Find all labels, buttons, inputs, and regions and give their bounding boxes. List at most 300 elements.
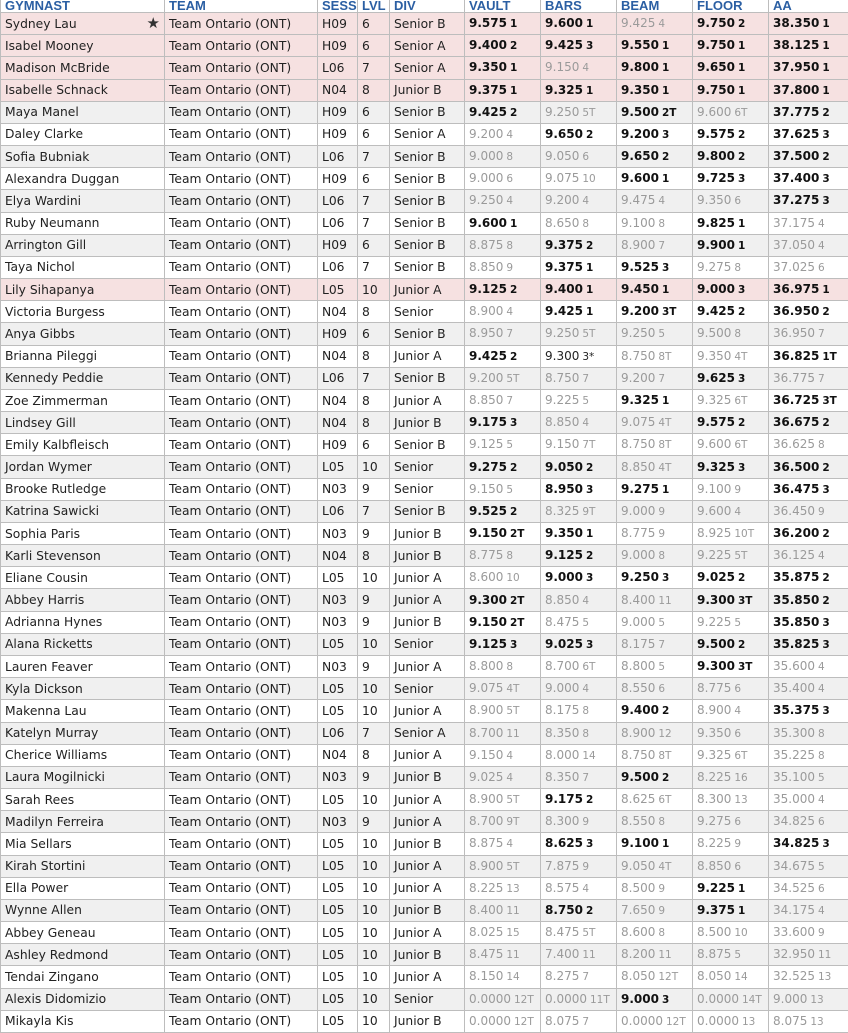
table-row — [1, 234, 848, 256]
gymnast-name-cell — [1, 79, 165, 101]
gymnast-name-link[interactable]: Elya Wardini — [5, 194, 81, 208]
floor-score-cell — [693, 478, 769, 500]
table-row — [1, 412, 848, 434]
rank-value: 13 — [742, 1016, 755, 1028]
division-cell: Senior — [390, 456, 465, 478]
bars-score-cell — [541, 899, 617, 921]
all-around-score-cell — [769, 811, 848, 833]
score-value: 8.850 — [469, 260, 503, 274]
score-value: 9.200 — [469, 371, 503, 385]
gymnast-name-cell — [1, 877, 165, 899]
gymnast-name-link[interactable]: Lily Sihapanya — [5, 283, 94, 297]
score-value: 9.325 — [697, 393, 731, 407]
gymnast-name-link[interactable]: Eliane Cousin — [5, 571, 88, 585]
bars-score-cell — [541, 678, 617, 700]
rank-value: 7 — [582, 1016, 589, 1028]
gymnast-name-link[interactable]: Cherice Williams — [5, 748, 107, 762]
session-cell: L06 — [318, 256, 358, 278]
gymnast-name-link[interactable]: Ella Power — [5, 881, 68, 895]
bars-score-cell — [541, 123, 617, 145]
score-value: 9.200 — [621, 127, 659, 141]
score-value: 9.025 — [697, 570, 735, 584]
gymnast-name-link[interactable]: Jordan Wymer — [5, 460, 92, 474]
col-header-vault[interactable]: VAULT — [465, 0, 541, 13]
score-value: 35.300 — [773, 726, 815, 740]
rank-value: 3 — [822, 484, 829, 496]
rank-value: 4 — [658, 195, 665, 207]
score-value: 9.425 — [545, 38, 583, 52]
rank-value: 3 — [662, 572, 669, 584]
rank-value: 9T — [506, 816, 519, 828]
table-row — [1, 190, 848, 212]
beam-score-cell — [617, 101, 693, 123]
gymnast-name-link[interactable]: Zoe Zimmerman — [5, 394, 108, 408]
bars-score-cell — [541, 478, 617, 500]
team-cell: Team Ontario (ONT) — [165, 789, 318, 811]
table-row — [1, 855, 848, 877]
rank-value: 1 — [822, 18, 829, 30]
beam-score-cell — [617, 855, 693, 877]
team-cell: Team Ontario (ONT) — [165, 146, 318, 168]
score-value: 9.450 — [621, 282, 659, 296]
score-value: 36.500 — [773, 460, 819, 474]
rank-value: 6 — [734, 683, 741, 695]
gymnast-name-link[interactable]: Abbey Geneau — [5, 926, 96, 940]
col-header-gymnast[interactable]: GYMNAST — [1, 0, 165, 13]
rank-value: 4 — [818, 905, 825, 917]
gymnast-name-link[interactable]: Brooke Rutledge — [5, 482, 106, 496]
rank-value: 2 — [662, 151, 669, 163]
gymnast-name-cell — [1, 367, 165, 389]
session-cell: N04 — [318, 744, 358, 766]
bars-score-cell — [541, 434, 617, 456]
all-around-score-cell — [769, 279, 848, 301]
vault-score-cell — [465, 655, 541, 677]
score-value: 9.325 — [545, 83, 583, 97]
team-cell: Team Ontario (ONT) — [165, 323, 318, 345]
session-cell: L06 — [318, 212, 358, 234]
team-cell: Team Ontario (ONT) — [165, 744, 318, 766]
rank-value: 1 — [738, 40, 745, 52]
rank-value: 2 — [586, 905, 593, 917]
session-cell: N04 — [318, 79, 358, 101]
col-header-level[interactable]: LVL — [358, 0, 390, 13]
score-value: 8.550 — [621, 814, 655, 828]
vault-score-cell — [465, 744, 541, 766]
col-header-session[interactable]: SESS — [318, 0, 358, 13]
score-value: 38.350 — [773, 16, 819, 30]
gymnast-name-link[interactable]: Ashley Redmond — [5, 948, 108, 962]
rank-value: 6T — [582, 661, 595, 673]
team-cell: Team Ontario (ONT) — [165, 500, 318, 522]
score-value: 37.175 — [773, 216, 815, 230]
score-value: 8.750 — [621, 437, 655, 451]
division-cell: Senior B — [390, 500, 465, 522]
score-value: 8.175 — [545, 703, 579, 717]
score-value: 35.000 — [773, 792, 815, 806]
session-cell: N03 — [318, 811, 358, 833]
team-cell: Team Ontario (ONT) — [165, 345, 318, 367]
score-value: 8.400 — [469, 903, 503, 917]
vault-score-cell — [465, 57, 541, 79]
rank-value: 9 — [818, 927, 825, 939]
rank-value: 5 — [818, 861, 825, 873]
beam-score-cell — [617, 899, 693, 921]
rank-value: 6 — [734, 728, 741, 740]
score-value: 34.175 — [773, 903, 815, 917]
gymnast-name-link[interactable]: Makenna Lau — [5, 704, 87, 718]
score-value: 8.550 — [621, 681, 655, 695]
score-value: 9.375 — [545, 260, 583, 274]
floor-score-cell — [693, 700, 769, 722]
table-row — [1, 367, 848, 389]
score-value: 35.875 — [773, 570, 819, 584]
score-value: 35.375 — [773, 703, 819, 717]
gymnast-name-link[interactable]: Daley Clarke — [5, 127, 83, 141]
score-value: 9.275 — [621, 482, 659, 496]
gymnast-name-link[interactable]: Kyla Dickson — [5, 682, 83, 696]
table-row — [1, 655, 848, 677]
score-value: 9.800 — [697, 149, 735, 163]
rank-value: 2 — [738, 18, 745, 30]
score-value: 36.975 — [773, 282, 819, 296]
session-cell: H09 — [318, 168, 358, 190]
bars-score-cell — [541, 79, 617, 101]
level-cell: 9 — [358, 611, 390, 633]
level-cell: 8 — [358, 389, 390, 411]
all-around-score-cell — [769, 345, 848, 367]
beam-score-cell — [617, 279, 693, 301]
score-value: 9.350 — [697, 349, 731, 363]
score-value: 9.625 — [697, 371, 735, 385]
score-value: 0.0000 — [697, 992, 739, 1006]
bars-score-cell — [541, 877, 617, 899]
score-value: 8.775 — [697, 681, 731, 695]
floor-score-cell — [693, 966, 769, 988]
score-value: 34.825 — [773, 814, 815, 828]
rank-value: 1 — [586, 528, 593, 540]
all-around-score-cell — [769, 567, 848, 589]
rank-value: 5 — [658, 661, 665, 673]
rank-value: 6 — [818, 883, 825, 895]
floor-score-cell — [693, 279, 769, 301]
rank-value: 8 — [658, 927, 665, 939]
team-cell: Team Ontario (ONT) — [165, 123, 318, 145]
team-cell: Team Ontario (ONT) — [165, 722, 318, 744]
rank-value: 3T — [662, 306, 676, 318]
gymnast-name-link[interactable]: Sarah Rees — [5, 793, 74, 807]
score-value: 9.725 — [697, 171, 735, 185]
gymnast-name-link[interactable]: Isabelle Schnack — [5, 83, 108, 97]
rank-value: 4T — [658, 462, 671, 474]
session-cell: L05 — [318, 966, 358, 988]
floor-score-cell — [693, 434, 769, 456]
gymnast-name-link[interactable]: Sofia Bubniak — [5, 150, 89, 164]
rank-value: 2 — [662, 772, 669, 784]
col-header-bars[interactable]: BARS — [541, 0, 617, 13]
rank-value: 13 — [810, 994, 823, 1006]
team-cell: Team Ontario (ONT) — [165, 301, 318, 323]
division-cell: Senior — [390, 478, 465, 500]
gymnast-name-link[interactable]: Taya Nichol — [5, 260, 75, 274]
rank-value: 1 — [662, 173, 669, 185]
level-cell: 7 — [358, 190, 390, 212]
score-value: 7.875 — [545, 859, 579, 873]
gymnast-name-link[interactable]: Madison McBride — [5, 61, 110, 75]
team-cell: Team Ontario (ONT) — [165, 899, 318, 921]
score-value: 8.300 — [697, 792, 731, 806]
division-cell: Senior B — [390, 146, 465, 168]
rank-value: 3* — [582, 351, 594, 363]
rank-value: 9 — [818, 506, 825, 518]
rank-value: 2 — [738, 306, 745, 318]
score-value: 8.075 — [545, 1014, 579, 1028]
beam-score-cell — [617, 877, 693, 899]
division-cell: Junior A — [390, 789, 465, 811]
rank-value: 4 — [582, 417, 589, 429]
gymnast-name-link[interactable]: Kennedy Peddie — [5, 371, 103, 385]
star-icon[interactable]: ★ — [147, 13, 160, 33]
gymnast-name-link[interactable]: Mia Sellars — [5, 837, 72, 851]
rank-value: 1 — [662, 62, 669, 74]
rank-value: 9 — [582, 816, 589, 828]
all-around-score-cell — [769, 301, 848, 323]
gymnast-name-cell — [1, 456, 165, 478]
rank-value: 1 — [738, 240, 745, 252]
score-value: 8.475 — [469, 947, 503, 961]
gymnast-name-link[interactable]: Brianna Pileggi — [5, 349, 97, 363]
gymnast-name-link[interactable]: Alexandra Duggan — [5, 172, 119, 186]
rank-value: 2 — [510, 351, 517, 363]
gymnast-name-link[interactable]: Lindsey Gill — [5, 416, 76, 430]
session-cell: L05 — [318, 789, 358, 811]
score-value: 7.400 — [545, 947, 579, 961]
session-cell: N04 — [318, 301, 358, 323]
rank-value: 1 — [738, 85, 745, 97]
vault-score-cell — [465, 611, 541, 633]
gymnast-name-link[interactable]: Tendai Zingano — [5, 970, 99, 984]
rank-value: 8T — [658, 351, 671, 363]
gymnast-name-link[interactable]: Madilyn Ferreira — [5, 815, 104, 829]
gymnast-name-link[interactable]: Alana Ricketts — [5, 637, 93, 651]
level-cell: 10 — [358, 855, 390, 877]
rank-value: 3 — [738, 373, 745, 385]
rank-value: 4T — [734, 351, 747, 363]
rank-value: 2T — [510, 528, 524, 540]
session-cell: N03 — [318, 611, 358, 633]
session-cell: N03 — [318, 522, 358, 544]
all-around-score-cell — [769, 57, 848, 79]
gymnast-name-link[interactable]: Lauren Feaver — [5, 660, 93, 674]
score-value: 8.200 — [621, 947, 655, 961]
rank-value: 6 — [506, 173, 513, 185]
score-value: 9.100 — [621, 216, 655, 230]
division-cell: Junior A — [390, 877, 465, 899]
gymnast-name-cell — [1, 478, 165, 500]
table-row — [1, 168, 848, 190]
all-around-score-cell — [769, 323, 848, 345]
gymnast-name-link[interactable]: Adrianna Hynes — [5, 615, 102, 629]
rank-value: 4 — [582, 195, 589, 207]
score-value: 36.475 — [773, 482, 819, 496]
table-row — [1, 700, 848, 722]
bars-score-cell — [541, 766, 617, 788]
all-around-score-cell — [769, 478, 848, 500]
rank-value: 3T — [738, 595, 752, 607]
division-cell: Senior A — [390, 123, 465, 145]
floor-score-cell — [693, 389, 769, 411]
rank-value: 7 — [582, 373, 589, 385]
rank-value: 1 — [738, 905, 745, 917]
gymnast-name-link[interactable]: Wynne Allen — [5, 903, 82, 917]
all-around-score-cell — [769, 168, 848, 190]
vault-score-cell — [465, 855, 541, 877]
col-header-floor[interactable]: FLOOR — [693, 0, 769, 13]
all-around-score-cell — [769, 412, 848, 434]
rank-value: 3 — [822, 639, 829, 651]
rank-value: 2 — [510, 506, 517, 518]
team-cell: Team Ontario (ONT) — [165, 766, 318, 788]
score-value: 9.600 — [697, 504, 731, 518]
all-around-score-cell — [769, 101, 848, 123]
score-value: 9.750 — [697, 38, 735, 52]
score-value: 9.175 — [469, 415, 507, 429]
level-cell: 9 — [358, 655, 390, 677]
session-cell: H09 — [318, 123, 358, 145]
beam-score-cell — [617, 988, 693, 1010]
session-cell: N04 — [318, 389, 358, 411]
gymnast-name-link[interactable]: Isabel Mooney — [5, 39, 94, 53]
floor-score-cell — [693, 567, 769, 589]
all-around-score-cell — [769, 988, 848, 1010]
rank-value: 8 — [506, 151, 513, 163]
rank-value: 9 — [658, 528, 665, 540]
gymnast-name-link[interactable]: Sophia Paris — [5, 527, 80, 541]
col-header-beam[interactable]: BEAM — [617, 0, 693, 13]
gymnast-name-link[interactable]: Katrina Sawicki — [5, 504, 99, 518]
rank-value: 8T — [658, 439, 671, 451]
vault-score-cell — [465, 301, 541, 323]
rank-value: 2 — [738, 572, 745, 584]
score-value: 37.025 — [773, 260, 815, 274]
rank-value: 5 — [734, 617, 741, 629]
all-around-score-cell — [769, 611, 848, 633]
gymnast-name-link[interactable]: Laura Mogilnicki — [5, 770, 105, 784]
gymnast-name-cell — [1, 1010, 165, 1032]
col-header-team[interactable]: TEAM — [165, 0, 318, 13]
level-cell: 10 — [358, 899, 390, 921]
floor-score-cell — [693, 13, 769, 35]
table-row — [1, 345, 848, 367]
gymnast-name-cell — [1, 988, 165, 1010]
rank-value: 5T — [582, 927, 595, 939]
beam-score-cell — [617, 389, 693, 411]
division-cell: Senior B — [390, 323, 465, 345]
gymnast-name-link[interactable]: Victoria Burgess — [5, 305, 105, 319]
rank-value: 3 — [510, 639, 517, 651]
score-value: 8.900 — [469, 304, 503, 318]
score-value: 9.025 — [469, 770, 503, 784]
division-cell: Junior B — [390, 611, 465, 633]
score-value: 8.775 — [469, 548, 503, 562]
gymnast-name-link[interactable]: Alexis Didomizio — [5, 992, 106, 1006]
floor-score-cell — [693, 877, 769, 899]
score-value: 8.900 — [469, 859, 503, 873]
gymnast-name-cell — [1, 345, 165, 367]
rank-value: 5 — [582, 395, 589, 407]
score-value: 9.075 — [621, 415, 655, 429]
rank-value: 6 — [734, 195, 741, 207]
level-cell: 10 — [358, 988, 390, 1010]
division-cell: Senior B — [390, 434, 465, 456]
gymnast-name-link[interactable]: Katelyn Murray — [5, 726, 98, 740]
bars-score-cell — [541, 988, 617, 1010]
beam-score-cell — [617, 478, 693, 500]
score-value: 9.250 — [545, 326, 579, 340]
score-value: 8.575 — [545, 881, 579, 895]
col-header-all-around[interactable]: AA — [769, 0, 848, 13]
level-cell: 7 — [358, 57, 390, 79]
rank-value: 5 — [658, 617, 665, 629]
score-value: 37.050 — [773, 238, 815, 252]
gymnast-name-link[interactable]: Mikayla Kis — [5, 1014, 74, 1028]
score-value: 8.700 — [469, 814, 503, 828]
division-cell: Junior B — [390, 79, 465, 101]
all-around-score-cell — [769, 833, 848, 855]
gymnast-name-link[interactable]: Emily Kalbfleisch — [5, 438, 109, 452]
gymnast-name-cell — [1, 35, 165, 57]
gymnast-name-link[interactable]: Abbey Harris — [5, 593, 84, 607]
rank-value: 3 — [822, 129, 829, 141]
gymnast-name-link[interactable]: Karli Stevenson — [5, 549, 101, 563]
rank-value: 1 — [510, 62, 517, 74]
floor-score-cell — [693, 57, 769, 79]
vault-score-cell — [465, 478, 541, 500]
level-cell: 7 — [358, 722, 390, 744]
score-value: 9.475 — [621, 193, 655, 207]
score-value: 9.800 — [621, 60, 659, 74]
rank-value: 3 — [662, 262, 669, 274]
gymnast-name-link[interactable]: Sydney Lau — [5, 17, 77, 31]
rank-value: 11 — [506, 728, 519, 740]
score-value: 9.150 — [469, 526, 507, 540]
beam-score-cell — [617, 234, 693, 256]
gymnast-name-link[interactable]: Maya Manel — [5, 105, 79, 119]
team-cell: Team Ontario (ONT) — [165, 1010, 318, 1032]
gymnast-name-link[interactable]: Arrington Gill — [5, 238, 86, 252]
rank-value: 7 — [658, 373, 665, 385]
rank-value: 3 — [586, 572, 593, 584]
division-cell: Senior — [390, 301, 465, 323]
score-value: 9.650 — [697, 60, 735, 74]
rank-value: 2 — [586, 794, 593, 806]
division-cell: Senior A — [390, 722, 465, 744]
rank-value: 5 — [818, 772, 825, 784]
table-row — [1, 1010, 848, 1032]
rank-value: 4 — [506, 129, 513, 141]
table-row — [1, 833, 848, 855]
division-cell: Junior A — [390, 589, 465, 611]
gymnast-name-link[interactable]: Kirah Stortini — [5, 859, 85, 873]
gymnast-name-link[interactable]: Anya Gibbs — [5, 327, 75, 341]
table-row — [1, 722, 848, 744]
gymnast-name-link[interactable]: Ruby Neumann — [5, 216, 99, 230]
score-value: 8.875 — [697, 947, 731, 961]
rank-value: 1 — [586, 284, 593, 296]
level-cell: 10 — [358, 922, 390, 944]
col-header-division[interactable]: DIV — [390, 0, 465, 13]
level-cell: 8 — [358, 412, 390, 434]
